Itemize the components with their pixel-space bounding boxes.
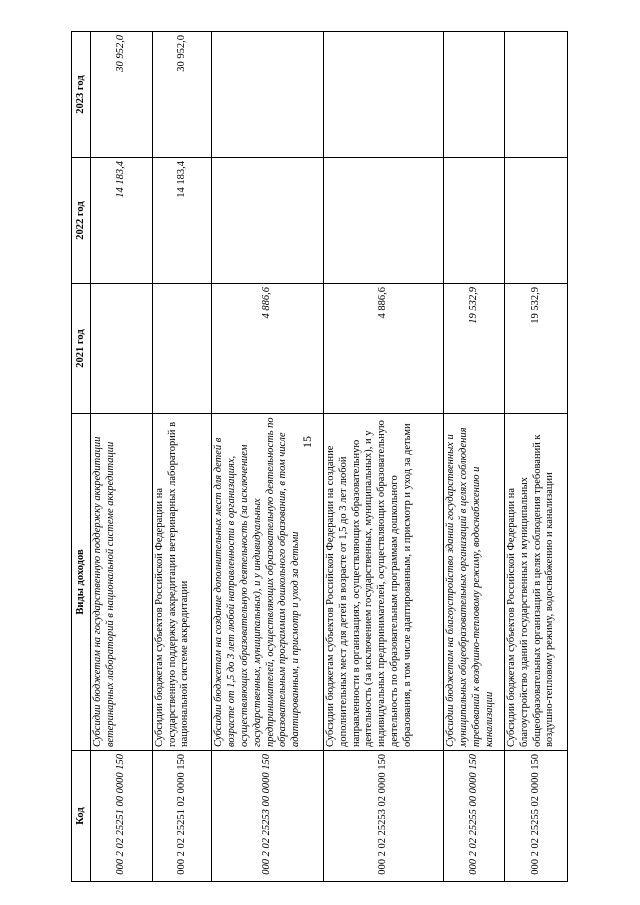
header-2023: 2023 год [72,32,91,158]
description-cell: Субсидии бюджетам субъектов Российской Федерации на государственную поддержку аккредитации ветеринарных лабораторий в национальной системе аккредитации [152,414,212,751]
page-number: 15 [300,436,314,448]
code-cell: 000 2 02 25253 02 0000 150 [324,751,444,882]
value-2021-cell [91,284,153,414]
table-row [152,32,212,882]
code-cell: 000 2 02 25255 00 0000 150 [444,751,505,882]
header-income-type: Виды доходов [72,414,91,751]
income-table [71,31,568,882]
table-row [505,32,568,882]
value-2021-cell [152,284,212,414]
value-2023-cell [324,32,444,158]
value-2023-cell [505,32,568,158]
description-cell: Субсидии бюджетам субъектов Российской Федерации на создание дополнительных мест для детей в возрасте от 1,5 до 3 лет любой направленности в организациях, осуществляющих образовательную деятельность (за исключением государственных, муниципальных), и у индивидуальных предпринимателей, осуществляющих образовательную деятельность по образовательным программам дошкольного образования, в том числе адаптированным, и присмотр и уход за детьми [324,414,444,751]
table-row [444,32,505,882]
value-2023-cell: 30 952,0 [91,32,153,158]
value-2022-cell: 14 183,4 [91,158,153,284]
code-cell: 000 2 02 25251 00 0000 150 [91,751,153,882]
value-2021-cell: 19 532,9 [505,284,568,414]
description-cell: Субсидии бюджетам субъектов Российской Федерации на благоустройство зданий государственных и муниципальных общеобразовательных организаций в целях соблюдения требований к воздушно-тепловому режиму, водоснабжению и канализации [505,414,568,751]
value-2022-cell: 14 183,4 [152,158,212,284]
value-2023-cell [212,32,324,158]
table-row [212,32,324,882]
value-2021-cell: 19 532,9 [444,284,505,414]
header-2021: 2021 год [72,284,91,414]
description-cell: Субсидии бюджетам на создание дополнительных мест для детей в возрасте от 1,5 до 3 лет любой направленности в организациях, осуществляющих образовательную деятельность (за исключением государственных, муниципальных), и у индивидуальных предпринимателей, осуществляющих образовательную деятельность по образовательным программам дошкольного образования, в том числе адаптированным, и присмотр и уход за детьми [212,414,324,751]
code-cell: 000 2 02 25251 02 0000 150 [152,751,212,882]
value-2022-cell [444,158,505,284]
header-code: Код [72,751,91,882]
code-cell: 000 2 02 25255 02 0000 150 [505,751,568,882]
value-2023-cell [444,32,505,158]
value-2021-cell: 4 886,6 [324,284,444,414]
value-2023-cell: 30 952,0 [152,32,212,158]
value-2022-cell [212,158,324,284]
code-cell: 000 2 02 25253 00 0000 150 [212,751,324,882]
value-2021-cell: 4 886,6 [212,284,324,414]
value-2022-cell [505,158,568,284]
table-row [324,32,444,882]
table-header-row [72,32,91,882]
description-cell: Субсидии бюджетам на благоустройство зданий государственных и муниципальных общеобразовательных организаций в целях соблюдения требований к воздушно-тепловому режиму, водоснабжению и канализации [444,414,505,751]
description-cell: Субсидии бюджетам на государственную поддержку аккредитации ветеринарных лабораторий в национальной системе аккредитации [91,414,153,751]
table-row [91,32,153,882]
rotated-table-container [71,32,568,882]
value-2022-cell [324,158,444,284]
header-2022: 2022 год [72,158,91,284]
